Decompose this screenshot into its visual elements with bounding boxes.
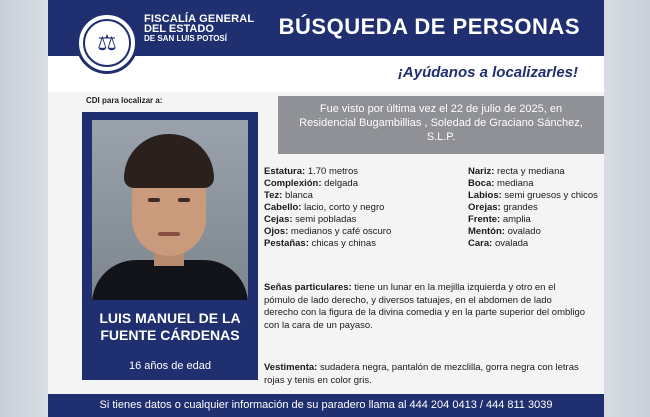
feature-key: Estatura: bbox=[264, 166, 306, 177]
feature-value: 1.70 metros bbox=[307, 166, 358, 177]
feature-value: medianos y café oscuro bbox=[290, 226, 392, 237]
feature-value: semi pobladas bbox=[295, 214, 357, 225]
feature-value: chicas y chinas bbox=[311, 238, 376, 249]
feature-key: Ojos: bbox=[264, 226, 289, 237]
marks-key: Señas particulares: bbox=[264, 282, 352, 293]
feature-row bbox=[468, 226, 604, 238]
person-name: LUIS MANUEL DE LA FUENTE CÁRDENAS bbox=[99, 310, 241, 343]
features-left bbox=[264, 166, 464, 250]
feature-key: Frente: bbox=[468, 214, 501, 225]
feature-row bbox=[264, 226, 464, 238]
photo-eye-left bbox=[148, 198, 160, 202]
feature-key: Pestañas: bbox=[264, 238, 309, 249]
feature-row bbox=[468, 238, 604, 250]
distinguishing-marks bbox=[264, 282, 588, 332]
agency-seal bbox=[76, 12, 138, 74]
feature-value: lacio, corto y negro bbox=[304, 202, 385, 213]
feature-key: Cara: bbox=[468, 238, 493, 249]
feature-row bbox=[468, 166, 604, 178]
feature-row bbox=[468, 178, 604, 190]
feature-row bbox=[264, 214, 464, 226]
photo-mouth bbox=[158, 232, 180, 236]
photo-frame bbox=[82, 112, 258, 380]
feature-value: semi gruesos y chicos bbox=[504, 190, 598, 201]
clothing-value: sudadera negra, pantalón de mezclilla, gorra negra con letras rojas y tenis en color gris. bbox=[264, 362, 579, 386]
clothing bbox=[264, 362, 588, 387]
feature-key: Mentón: bbox=[468, 226, 505, 237]
feature-value: mediana bbox=[497, 178, 534, 189]
person-column bbox=[82, 96, 258, 372]
feature-value: recta y mediana bbox=[497, 166, 565, 177]
features-right bbox=[468, 166, 604, 250]
feature-row bbox=[468, 214, 604, 226]
feature-value: grandes bbox=[503, 202, 538, 213]
cdi-label: CDI para localizar a: bbox=[86, 96, 163, 105]
feature-row bbox=[468, 202, 604, 214]
marks-value: tiene un lunar en la mejilla izquierda y otro en el pómulo de lado derecho, y diversos tatuajes, en el abdomen de lado derecho con la figura de la divina comedia y en la parte superior del ombligo con la cara de un payaso. bbox=[264, 282, 586, 331]
feature-value: ovalado bbox=[507, 226, 541, 237]
clothing-key: Vestimenta: bbox=[264, 362, 318, 373]
feature-key: Labios: bbox=[468, 190, 502, 201]
agency-name-line2: DEL ESTADO bbox=[144, 23, 214, 35]
feature-key: Complexión: bbox=[264, 178, 322, 189]
contact-footer bbox=[48, 394, 604, 417]
agency-name bbox=[144, 14, 254, 44]
poster-subtitle: ¡Ayúdanos a localizarles! bbox=[397, 64, 578, 81]
feature-row bbox=[264, 190, 464, 202]
feature-value: amplia bbox=[502, 214, 531, 225]
feature-key: Tez: bbox=[264, 190, 283, 201]
poster-title: BÚSQUEDA DE PERSONAS bbox=[278, 14, 580, 39]
feature-key: Cejas: bbox=[264, 214, 293, 225]
person-age: 16 años de edad bbox=[129, 360, 211, 372]
missing-person-poster bbox=[48, 0, 604, 417]
feature-key: Nariz: bbox=[468, 166, 495, 177]
person-photo bbox=[92, 120, 248, 300]
contact-text: Si tienes datos o cualquier información de su paradero llama al 444 204 0413 / 444 811 3039 bbox=[99, 399, 553, 411]
feature-key: Cabello: bbox=[264, 202, 302, 213]
last-seen-band: Fue visto por última vez el 22 de julio de 2025, en Residencial Bugambillias , Soledad de Graciano Sánchez, S.L.P. bbox=[278, 96, 604, 154]
agency-name-line3: DE SAN LUIS POTOSÍ bbox=[144, 34, 227, 43]
feature-row bbox=[264, 178, 464, 190]
feature-row bbox=[264, 238, 464, 250]
feature-key: Orejas: bbox=[468, 202, 501, 213]
feature-value: ovalada bbox=[494, 238, 529, 249]
photo-shirt bbox=[92, 260, 248, 300]
feature-row bbox=[264, 166, 464, 178]
feature-key: Boca: bbox=[468, 178, 495, 189]
photo-eye-right bbox=[178, 198, 190, 202]
photo-hair bbox=[124, 134, 214, 188]
header bbox=[48, 0, 604, 92]
feature-value: delgada bbox=[324, 178, 358, 189]
feature-value: blanca bbox=[284, 190, 313, 201]
scales-of-justice-icon: ⚖ bbox=[83, 19, 131, 67]
feature-row bbox=[468, 190, 604, 202]
agency-name-line1: FISCALÍA GENERAL bbox=[144, 13, 255, 25]
feature-row bbox=[264, 202, 464, 214]
